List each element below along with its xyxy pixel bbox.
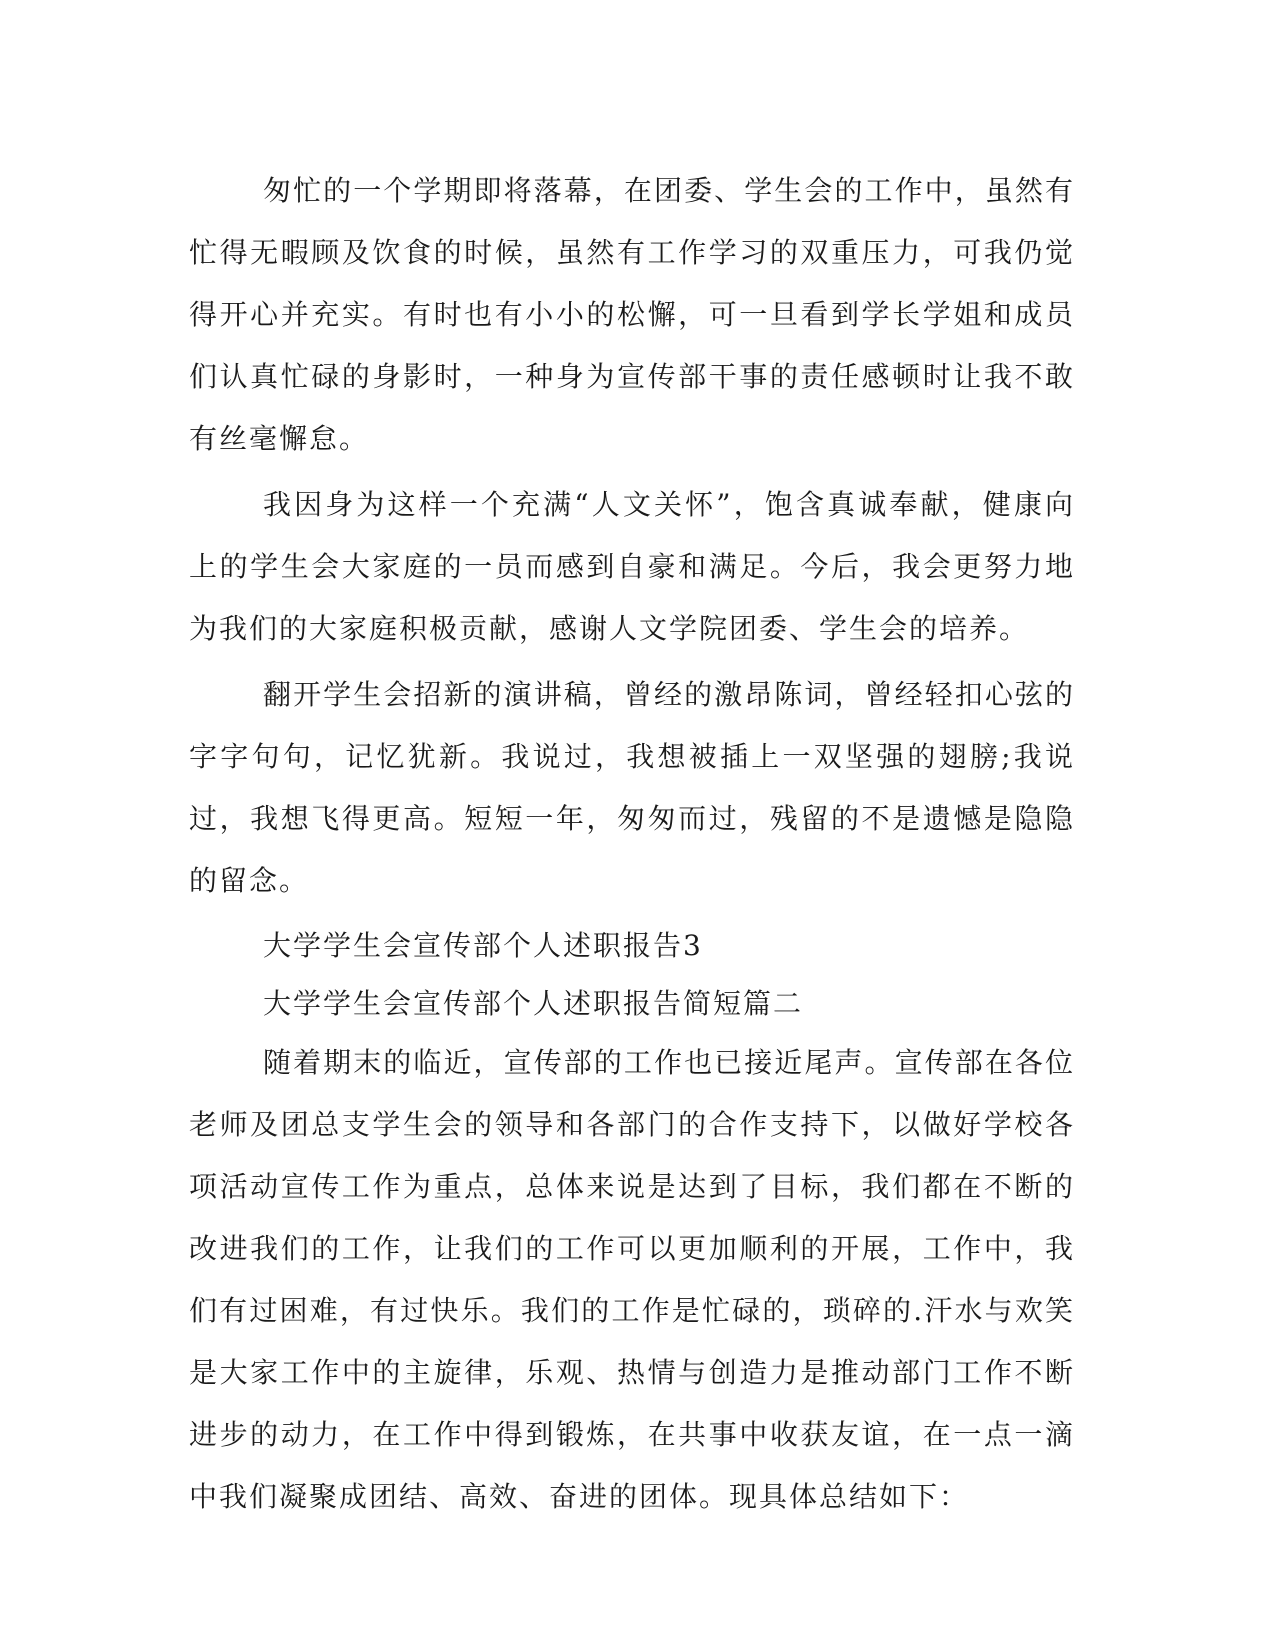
paragraph-1: 匆忙的一个学期即将落幕，在团委、学生会的工作中，虽然有忙得无暇顾及饮食的时候，虽然有工作学习的双重压力，可我仍觉得开心并充实。有时也有小小的松懈，可一旦看到学长学姐和成员们认真忙碌的身影时，一种身为宣传部干事的责任感顿时让我不敢有丝毫懈怠。: [189, 174, 1075, 455]
paragraph-4: 随着期末的临近，宣传部的工作也已接近尾声。宣传部在各位老师及团总支学生会的领导和各部门的合作支持下，以做好学校各项活动宣传工作为重点，总体来说是达到了目标，我们都在不断的改进我们的工作，让我们的工作可以更加顺利的开展，工作中，我们有过困难，有过快乐。我们的工作是忙碌的，琐碎的.汗水与欢笑是大家工作中的主旋律，乐观、热情与创造力是推动部门工作不断进步的动力，在工作中得到锻炼，在共事中收获友谊，在一点一滴中我们凝聚成团结、高效、奋进的团体。现具体总结如下：: [189, 1046, 1075, 1513]
document-body: [189, 160, 1075, 1532]
section-heading-1: 大学学生会宣传部个人述职报告3: [263, 929, 703, 962]
paragraph-2: 我因身为这样一个充满“人文关怀”，饱含真诚奉献，健康向上的学生会大家庭的一员而感到自豪和满足。今后，我会更努力地为我们的大家庭积极贡献，感谢人文学院团委、学生会的培养。: [189, 488, 1075, 645]
section-heading-2: 大学学生会宣传部个人述职报告简短篇二: [263, 987, 804, 1020]
paragraph-3: 翻开学生会招新的演讲稿，曾经的激昂陈词，曾经轻扣心弦的字字句句，记忆犹新。我说过，我想被插上一双坚强的翅膀;我说过，我想飞得更高。短短一年，匆匆而过，残留的不是遗憾是隐隐的留念。: [189, 678, 1075, 897]
